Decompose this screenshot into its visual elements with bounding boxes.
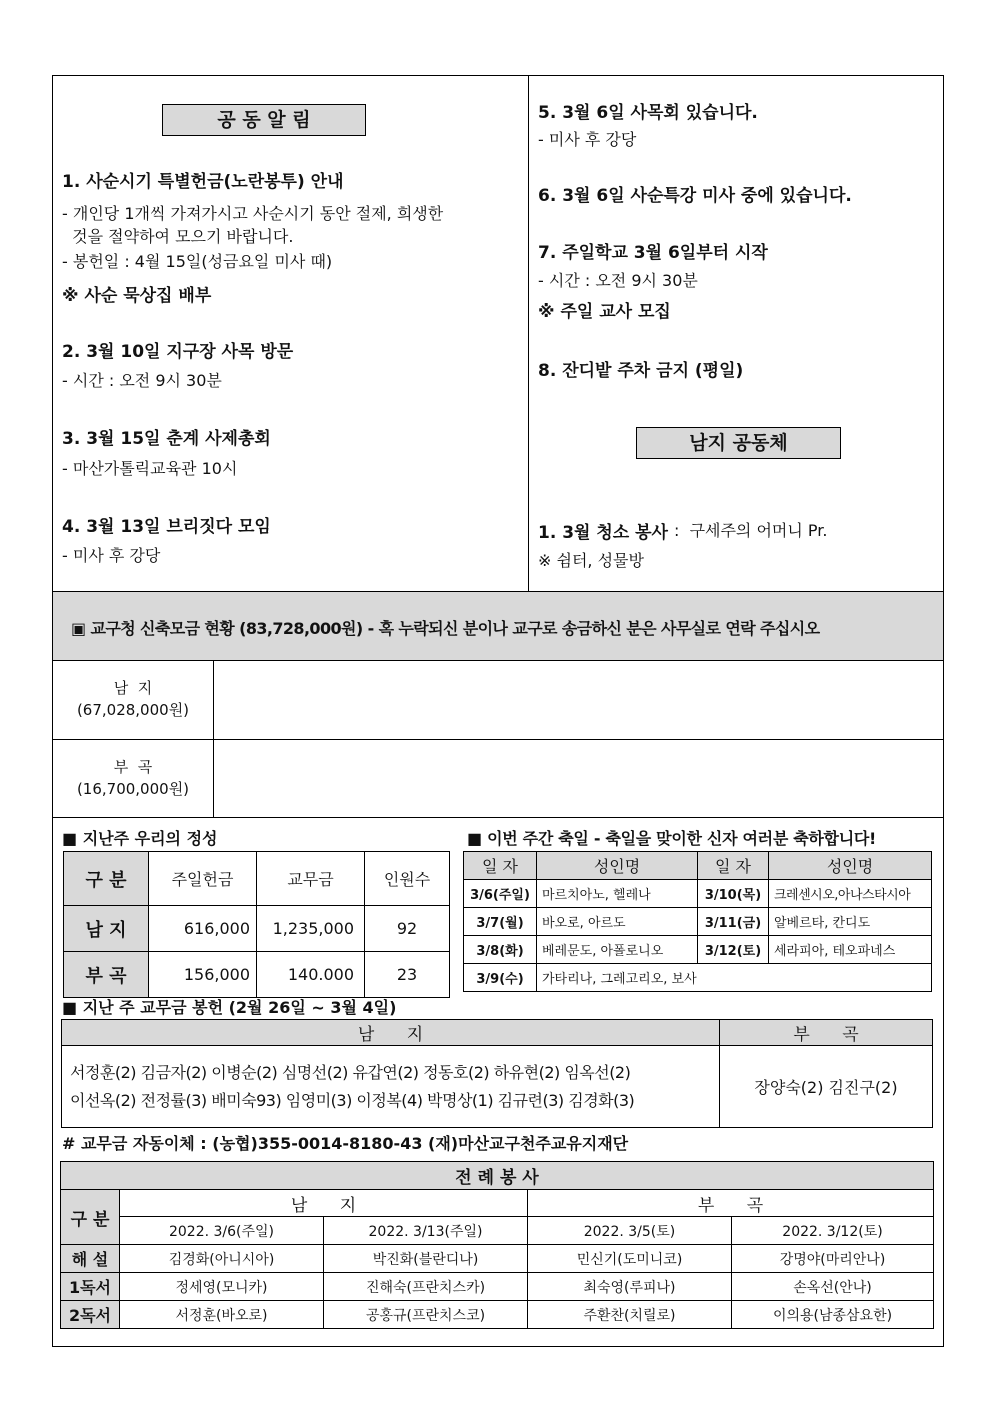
notice-1-line: 것을 절약하여 모으기 바랍니다. [62, 227, 294, 246]
fund-banner [53, 592, 943, 661]
dues-bugok: 장양숙(2) 김진구(2) [720, 1046, 933, 1128]
notice-2-heading: 2. 3월 10일 지구장 사목 방문 [62, 342, 294, 362]
offering-title: ■ 지난주 우리의 정성 [62, 829, 218, 848]
fund-divider [53, 739, 943, 740]
feast-saint: 베레문도, 아폴로니오 [537, 936, 698, 964]
fund-row-bugok [53, 756, 213, 800]
dues-transfer: # 교무금 자동이체 : (농협)355-0014-8180-43 (재)마산교구천주교유지재단 [62, 1134, 629, 1153]
notice-8-heading: 8. 잔디밭 주차 금지 (평일) [538, 361, 744, 381]
table-row [61, 1245, 934, 1273]
offering-header: 구 분 [64, 852, 149, 906]
notice-7-line: - 시간 : 오전 9시 30분 [538, 271, 698, 290]
fund-row-name: 남 지 [113, 679, 153, 697]
feast-date: 3/12(토) [698, 936, 769, 964]
table-row [464, 908, 932, 936]
feast-saint: 바오로, 아르도 [537, 908, 698, 936]
liturgy-cell: 정세영(모니카) [120, 1273, 324, 1301]
liturgy-col-label: 구 분 [61, 1190, 120, 1245]
table-row [464, 964, 932, 992]
offering-cell: 616,000 [149, 906, 257, 952]
table-row [61, 1273, 934, 1301]
feast-saint: 크레센시오,아나스타시아 [769, 880, 932, 908]
liturgy-cell: 김경화(아니시아) [120, 1245, 324, 1273]
notice-5-line: - 미사 후 강당 [538, 130, 637, 149]
liturgy-cell: 손옥선(안나) [732, 1273, 934, 1301]
dues-header: 부 곡 [720, 1020, 933, 1046]
offering-table [63, 851, 450, 998]
feast-table [463, 851, 932, 992]
feast-header: 성인명 [769, 852, 932, 880]
fund-row-namji [53, 677, 213, 721]
dues-title: ■ 지난 주 교무금 봉헌 (2월 26일 ~ 3월 4일) [62, 998, 397, 1017]
table-row [464, 880, 932, 908]
notice-4-heading: 4. 3월 13일 브리짓다 모임 [62, 517, 271, 537]
offering-cell: 23 [365, 952, 450, 998]
feast-saint: 세라피아, 테오파네스 [769, 936, 932, 964]
offering-header: 교무금 [257, 852, 365, 906]
liturgy-table [60, 1161, 934, 1329]
offering-cell: 92 [365, 906, 450, 952]
liturgy-cell: 강명야(마리안나) [732, 1245, 934, 1273]
liturgy-cell: 최숙영(루피나) [528, 1273, 732, 1301]
notice-6-heading: 6. 3월 6일 사순특강 미사 중에 있습니다. [538, 186, 852, 206]
fund-row-amount: (67,028,000원) [76, 701, 190, 719]
fund-row-amount: (16,700,000원) [76, 780, 190, 798]
feast-title: ■ 이번 주간 축일 - 축일을 맞이한 신자 여러분 축하합니다! [467, 829, 877, 848]
liturgy-date: 2022. 3/13(주일) [324, 1217, 528, 1245]
notice-7-heading: 7. 주일학교 3월 6일부터 시작 [538, 243, 768, 263]
liturgy-date: 2022. 3/6(주일) [120, 1217, 324, 1245]
liturgy-role: 2독서 [61, 1301, 120, 1329]
liturgy-cell: 이의용(남종삼요한) [732, 1301, 934, 1329]
notice-2-line: - 시간 : 오전 9시 30분 [62, 371, 222, 390]
dues-namji [62, 1046, 720, 1128]
notice-3-line: - 마산가톨릭교육관 10시 [62, 459, 238, 478]
table-row [464, 936, 932, 964]
liturgy-role: 해 설 [61, 1245, 120, 1273]
offering-header: 주일헌금 [149, 852, 257, 906]
notice-4-line: - 미사 후 강당 [62, 546, 161, 565]
fund-row-name: 부 곡 [113, 758, 153, 776]
liturgy-group: 남 지 [120, 1190, 528, 1217]
offering-cell: 156,000 [149, 952, 257, 998]
liturgy-cell: 민신기(도미니코) [528, 1245, 732, 1273]
clean-note: ※ 쉼터, 성물방 [538, 551, 644, 570]
feast-date: 3/11(금) [698, 908, 769, 936]
notice-1-line: - 봉헌일 : 4월 15일(성금요일 미사 때) [62, 252, 333, 271]
feast-date: 3/8(화) [464, 936, 537, 964]
offering-cell: 140.000 [257, 952, 365, 998]
dues-header: 남 지 [62, 1020, 720, 1046]
feast-saint: 마르치아노, 헬레나 [537, 880, 698, 908]
table-row [64, 906, 450, 952]
liturgy-title: 전 례 봉 사 [61, 1162, 934, 1190]
feast-date: 3/10(목) [698, 880, 769, 908]
feast-date: 3/7(월) [464, 908, 537, 936]
offering-cell: 1,235,000 [257, 906, 365, 952]
notice-title: 공 동 알 림 [162, 104, 366, 136]
feast-date: 3/9(수) [464, 964, 537, 992]
liturgy-group: 부 곡 [528, 1190, 934, 1217]
dues-table [61, 1019, 933, 1128]
fund-divider [53, 817, 943, 818]
feast-saint: 알베르타, 칸디도 [769, 908, 932, 936]
table-row [64, 952, 450, 998]
dues-namji-line: 이선옥(2) 전정률(3) 배미숙93) 임영미(3) 이정복(4) 박명상(1) 김규련(3) 김경화(3) [70, 1090, 635, 1110]
liturgy-cell: 주환찬(치릴로) [528, 1301, 732, 1329]
liturgy-cell: 박진화(블란디나) [324, 1245, 528, 1273]
liturgy-role: 1독서 [61, 1273, 120, 1301]
feast-header: 일 자 [464, 852, 537, 880]
fund-banner-text: ▣ 교구청 신축모금 현황 (83,728,000원) - 혹 누락되신 분이나 교구로 송금하신 분은 사무실로 연락 주십시오 [71, 619, 820, 638]
liturgy-cell: 진해숙(프란치스카) [324, 1273, 528, 1301]
clean-value: : 구세주의 어머니 Pr. [674, 521, 828, 540]
namji-community-title: 남지 공동체 [636, 427, 841, 459]
liturgy-date: 2022. 3/12(토) [732, 1217, 934, 1245]
feast-saint: 가타리나, 그레고리오, 보사 [537, 964, 932, 992]
notice-5-heading: 5. 3월 6일 사목회 있습니다. [538, 103, 758, 123]
notice-3-heading: 3. 3월 15일 춘계 사제총회 [62, 429, 271, 449]
liturgy-cell: 공홍규(프란치스코) [324, 1301, 528, 1329]
notice-7-note: ※ 주일 교사 모집 [538, 302, 671, 322]
notice-1-note: ※ 사순 묵상집 배부 [62, 286, 212, 306]
liturgy-cell: 서정훈(바오로) [120, 1301, 324, 1329]
column-divider [528, 76, 529, 592]
notice-1-heading: 1. 사순시기 특별헌금(노란봉투) 안내 [62, 172, 344, 192]
dues-namji-line: 서정훈(2) 김금자(2) 이병순(2) 심명선(2) 유갑연(2) 정동호(2) 하유현(2) 임옥선(2) [70, 1062, 631, 1082]
clean-label: 1. 3월 청소 봉사 [538, 523, 668, 543]
offering-header: 인원수 [365, 852, 450, 906]
feast-header: 성인명 [537, 852, 698, 880]
offering-cell: 남 지 [64, 906, 149, 952]
feast-date: 3/6(주일) [464, 880, 537, 908]
feast-header: 일 자 [698, 852, 769, 880]
offering-cell: 부 곡 [64, 952, 149, 998]
notice-1-line: - 개인당 1개씩 가져가시고 사순시기 동안 절제, 희생한 [62, 204, 444, 223]
liturgy-date: 2022. 3/5(토) [528, 1217, 732, 1245]
table-row [61, 1301, 934, 1329]
